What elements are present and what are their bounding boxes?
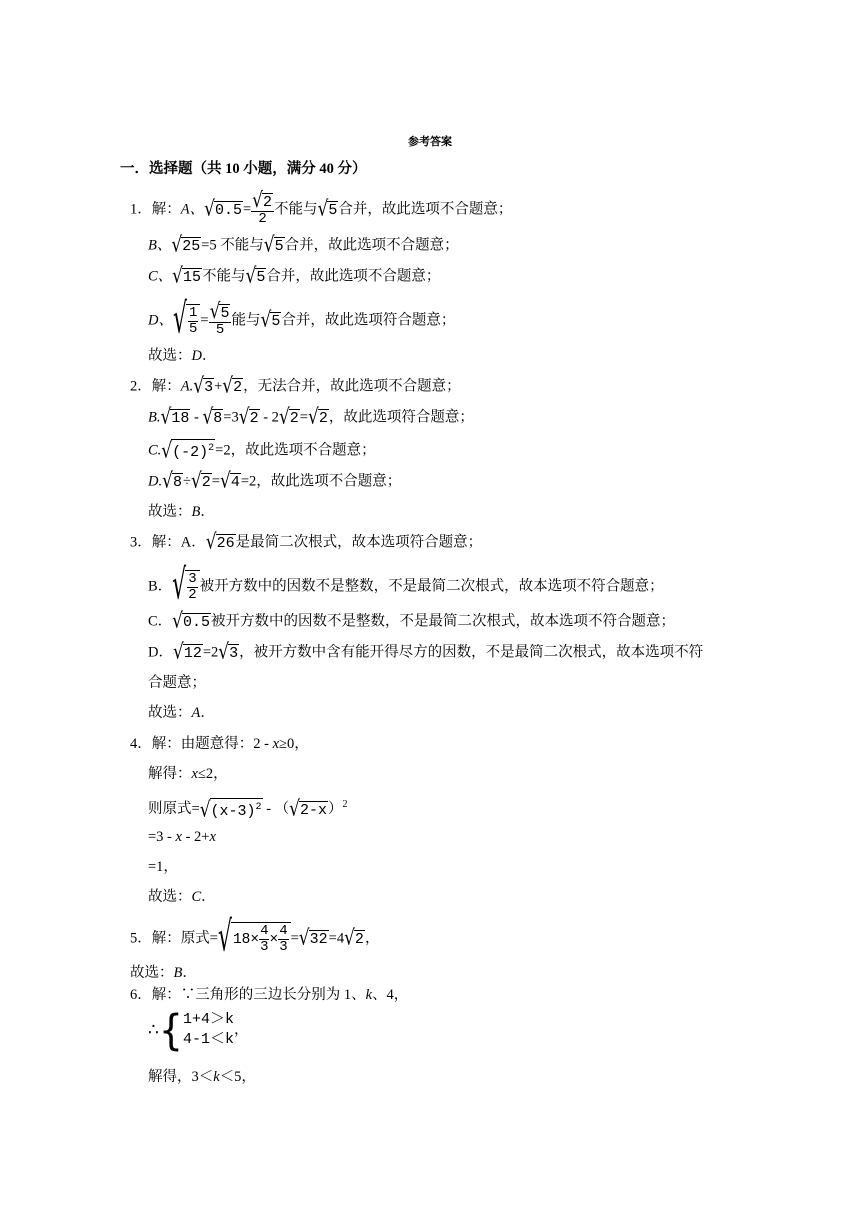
equals: =	[299, 409, 308, 426]
sqrt-2: √2	[222, 373, 243, 399]
q1-a-text-end: 合并，故此选项不合题意；	[338, 201, 513, 218]
answer-letter: A	[191, 705, 201, 721]
sqrt-8: √8	[162, 468, 182, 494]
comma: ，	[234, 1022, 249, 1038]
q4-l3-end: ）	[328, 800, 343, 817]
q4-number: 4．解：	[130, 736, 181, 752]
sqrt-18: √18	[160, 404, 190, 430]
q3-number: 3．解：	[130, 534, 181, 551]
sqrt-2: √2	[190, 468, 211, 494]
sqrt-15: √15	[172, 263, 202, 289]
q3-line-b	[148, 562, 664, 610]
q2-a-text: ，无法合并，故此选项不合题意；	[243, 378, 461, 395]
q1-answer	[148, 346, 216, 366]
q4-l1-end: ≥0，	[279, 736, 309, 752]
answer-label: 故选：	[148, 705, 192, 721]
sqrt-8: √8	[202, 404, 223, 430]
sqrt-26: √26	[205, 529, 235, 555]
sqrt-three-halves: √ $\frac{3}{2}$	[172, 570, 199, 604]
q2-d-text: =2，故此选项不合题意；	[240, 473, 402, 490]
sqrt-3: √3	[218, 639, 239, 665]
left-brace: {	[158, 1005, 184, 1055]
equals-2: =2	[202, 644, 219, 661]
q2-a-label: A.	[180, 378, 194, 395]
q1-c-text-end: 合并，故此选项不合题意；	[266, 268, 441, 285]
sqrt-2: √2	[238, 404, 259, 430]
answer-label: 故选：	[148, 348, 192, 364]
comma: ，	[364, 930, 380, 947]
sqrt-neg2-squared: $√(-2)^2$	[161, 438, 215, 464]
var-x: x	[191, 766, 198, 782]
q2-line-a	[130, 373, 461, 399]
answer-label: 故选：	[148, 504, 192, 520]
q3-c-text: 被开方数中的因数不是整数，不是最简二次根式，故本选项不符合题意；	[211, 613, 676, 630]
q1-b-text-end: 合并，故此选项不合题意；	[284, 237, 459, 254]
q2-c-label: C.	[148, 442, 162, 459]
q4-line-5: =1，	[148, 859, 178, 875]
q4-l3-mid: - （	[262, 800, 290, 817]
q3-a-text: 是最简二次根式，故本选项符合题意；	[235, 534, 483, 551]
var-x: x	[272, 736, 280, 752]
q3-line-a	[130, 529, 483, 555]
equals: =	[200, 312, 209, 329]
q3-line-c	[148, 608, 676, 634]
answer-end: ．	[200, 504, 215, 520]
q6-solve-text: 解得，3＜	[148, 1069, 214, 1085]
answer-end: ．	[201, 889, 216, 905]
section-heading: 一．选择题（共 10 小题，满分 40 分）	[120, 161, 367, 177]
q5-line-1	[130, 914, 380, 962]
therefore-symbol: ∴	[148, 1020, 159, 1040]
q4-line-2	[148, 764, 228, 784]
sqrt-32: √32	[298, 925, 328, 951]
q3-line-d-cont: 合题意；	[148, 675, 206, 691]
q4-l2-text: 解得：	[148, 766, 192, 782]
q3-d-label: D．	[148, 644, 173, 661]
answer-letter: B	[191, 504, 201, 520]
inequality-row-2: 4-1＜k	[183, 1031, 235, 1048]
page-title: 参考答案	[408, 136, 452, 148]
q3-line-d	[148, 639, 704, 665]
q3-d-text: ，被开方数中含有能开得尽方的因数，不是最简二次根式，故本选项不符	[239, 644, 704, 661]
q2-d-label: D.	[148, 473, 163, 490]
answer-end: ．	[200, 705, 215, 721]
superscript-2: 2	[342, 799, 348, 810]
q6-l1-end: 、4，	[372, 987, 409, 1003]
sqrt-2: √2	[307, 404, 328, 430]
sqrt-2-minus-x: √2-x	[289, 796, 328, 821]
q1-c-text: 不能与	[202, 268, 246, 285]
q1-line-a	[130, 188, 513, 227]
plus: +	[214, 378, 223, 395]
equals-3: =3	[223, 409, 239, 426]
q1-c-label: C、	[148, 268, 173, 285]
q1-d-label: D、	[148, 312, 173, 329]
var-x: x	[209, 829, 216, 845]
equals: =	[290, 930, 299, 947]
sqrt-x-minus-3-squared: $√(x-3)^2$	[199, 797, 262, 822]
answer-end: ．	[201, 348, 217, 364]
divide: ÷	[182, 473, 191, 490]
q6-line-1	[130, 985, 408, 1005]
q2-line-b	[148, 404, 474, 430]
q2-b-label: B.	[148, 409, 161, 426]
q1-number: 1．解：	[130, 201, 181, 218]
answer-letter: B	[173, 965, 183, 981]
q4-line-4	[148, 827, 216, 847]
q1-line-c	[148, 263, 441, 289]
sqrt-2: √2	[278, 404, 299, 430]
q5-answer	[130, 963, 197, 983]
answer-label: 故选：	[130, 965, 174, 981]
sqrt-4: √4	[219, 468, 240, 494]
sqrt-5: √5	[317, 196, 338, 222]
q4-answer	[148, 887, 216, 907]
q3-answer	[148, 703, 215, 723]
sqrt-25: √25	[171, 232, 201, 258]
var-k: k	[213, 1069, 220, 1085]
sqrt-12: √12	[172, 639, 202, 665]
q4-l4-b: - 2+	[181, 829, 210, 845]
inequality-row-1: 1+4＞k	[183, 1011, 235, 1028]
var-k: k	[365, 987, 373, 1003]
sqrt-5: √5	[263, 232, 284, 258]
q6-number: 6．解：∵三角形的三边长分别为 1、	[130, 987, 366, 1003]
equals-4: =4	[328, 930, 345, 947]
sqrt-0.5: √0.5	[172, 608, 211, 634]
q4-l1-text: 由题意得：2 -	[180, 736, 273, 752]
q1-a-text: 不能与	[274, 201, 318, 218]
var-x: x	[175, 829, 182, 845]
q1-a-label: A、	[180, 201, 205, 218]
q2-b-text: ，故此选项符合题意；	[328, 409, 474, 426]
q4-line-3	[148, 795, 348, 822]
q1-d-text-end: 合并，故此选项符合题意；	[281, 312, 456, 329]
q2-number: 2．解：	[130, 378, 181, 395]
answer-end: ．	[182, 965, 197, 981]
equals: =	[211, 473, 220, 490]
q2-line-c	[148, 439, 376, 463]
sqrt-product: √ 18× $\frac{4}{3}$ × $\frac{4}{3}$	[218, 922, 291, 956]
q4-l2-end: ≤2，	[197, 766, 228, 782]
q4-l4-a: =3 -	[148, 829, 176, 845]
minus: -	[190, 409, 203, 426]
sqrt-2: √2	[344, 925, 364, 951]
sqrt-5: √5	[260, 307, 281, 333]
q3-c-label: C．	[148, 613, 173, 630]
q3-b-text: 被开方数中的因数不是整数，不是最简二次根式，故本选项不符合题意；	[199, 578, 664, 595]
q2-c-text: =2，故此选项不合题意；	[215, 442, 376, 459]
q6-solve-end: ＜5，	[219, 1069, 256, 1085]
q1-line-b	[148, 232, 459, 258]
fraction-sqrt2-over-2: $\frac{√2}{2}$	[252, 188, 273, 227]
q4-l3-text: 则原式=	[148, 800, 200, 817]
q3-b-label: B．	[148, 578, 173, 595]
q3-a-label: A．	[180, 534, 206, 551]
equals: =	[242, 201, 252, 218]
sqrt-one-fifth: √ $\frac{1}{5}$	[173, 304, 200, 338]
q1-line-d	[148, 296, 456, 344]
q1-d-text: 能与	[231, 312, 261, 329]
q5-number: 5．解：原式=	[130, 930, 218, 947]
q2-answer	[148, 502, 215, 522]
q1-b-text: =5 不能与	[201, 237, 264, 254]
sqrt-0.5: √0.5	[204, 196, 242, 222]
answer-letter: C	[191, 889, 202, 905]
q4-line-1	[130, 734, 309, 754]
q2-line-d	[148, 468, 402, 494]
q6-solution	[148, 1067, 256, 1087]
answer-letter: D	[191, 348, 202, 364]
fraction-sqrt5-over-5: $\frac{√5}{5}$	[209, 299, 230, 338]
q6-system	[148, 1005, 249, 1055]
minus-2: - 2	[259, 409, 279, 426]
sqrt-5: √5	[245, 263, 266, 289]
q1-b-label: B、	[148, 237, 172, 254]
sqrt-3: √3	[193, 373, 214, 399]
answer-label: 故选：	[148, 889, 192, 905]
